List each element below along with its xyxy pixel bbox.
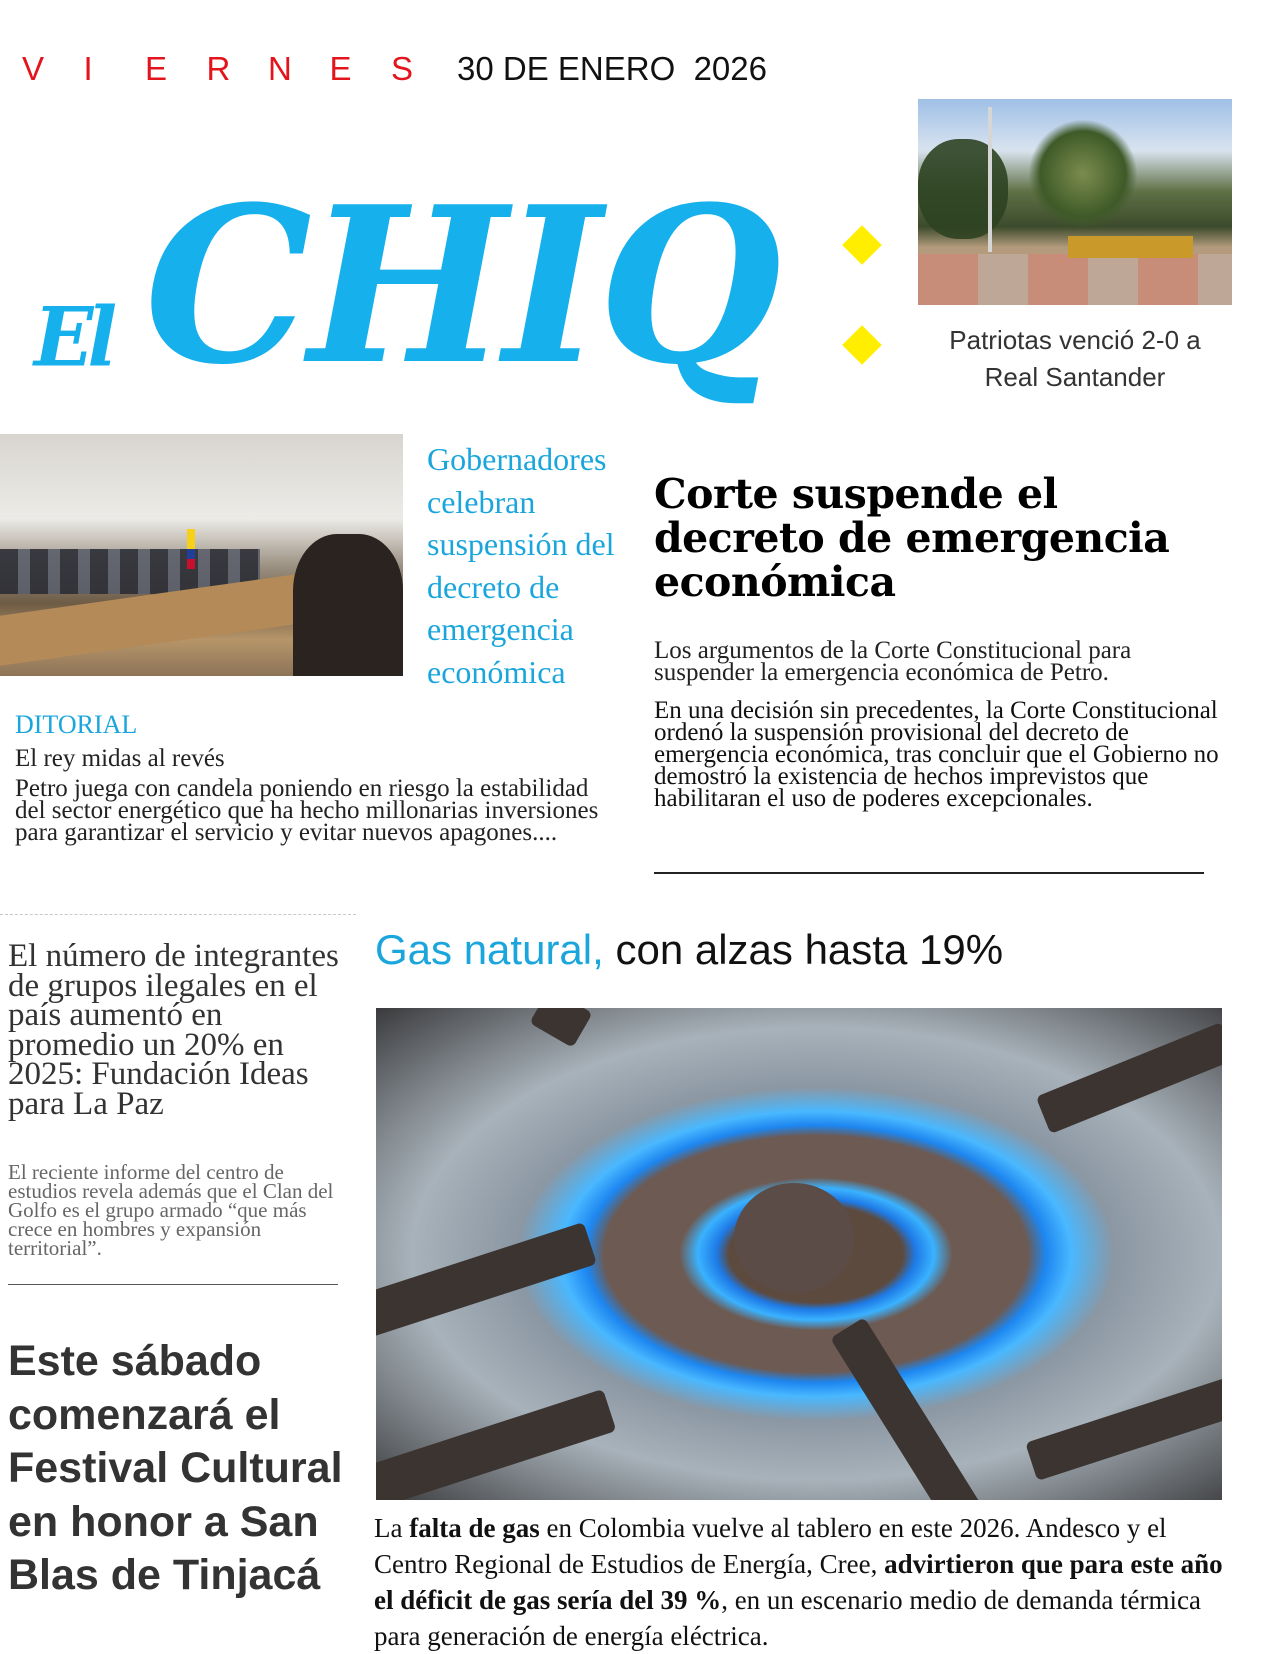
grate-bar-shape [1036,1022,1222,1134]
gas-headline-rest: con alzas hasta 19% [603,926,1004,973]
diamond-icon [842,325,882,365]
plaza-caption-link[interactable] [905,322,1245,396]
caption-line: Patriotas venció 2-0 a [949,325,1201,355]
grate-bar-shape [376,1222,597,1338]
colombia-flag-shape [187,529,195,569]
corte-headline[interactable]: Corte suspende el decreto de emergencia económica [654,470,1170,606]
caption-line: Real Santander [984,362,1166,392]
masthead-logo: CHIQ [144,159,778,412]
text-run: en Colombia vuelve al tablero en este 2026. Andesco y el Centro Regional de Estudios de Energía, Cree, [374,1513,1167,1579]
person-shape [293,534,403,676]
text-run: La [374,1513,410,1543]
editorial-title[interactable]: El rey midas al revés [15,745,225,772]
corte-body: En una decisión sin precedentes, la Corte Constitucional ordenó la suspensión provisional del decreto de emergencia económica, tras concluir que el Gobierno no demostró la existencia de hechos imprevistos que habilitaran el uso de poderes excepcionales. [654,697,1219,812]
grate-bar-shape [529,1008,592,1048]
festival-headline[interactable]: Este sábado comenzará el Festival Cultural en honor a San Blas de Tinjacá [8,1337,343,1599]
weekday-letter: E [145,50,168,87]
gas-burner-photo[interactable] [376,1008,1222,1500]
grate-bar-shape [830,1317,1002,1500]
meeting-photo[interactable] [0,434,403,676]
date-label: 30 DE ENERO 2026 [457,50,767,87]
grate-bar-shape [1025,1375,1222,1481]
gas-headline-accent: Gas natural, [375,926,604,973]
bold-run: falta de gas [409,1513,540,1543]
weekday-label [22,50,453,88]
weekday-letter: S [391,50,414,87]
bold-run: advirtieron que para este año el déficit de gas sería del 39 % [374,1549,1223,1615]
plaza-photo[interactable] [918,99,1232,305]
burner-cap-shape [734,1183,854,1293]
weekday-letter: N [268,50,292,87]
weekday-letter: V [22,50,45,87]
text-run: , en un escenario medio de demanda térmica para generación de energía eléctrica. [374,1585,1201,1651]
section-rule [8,1284,338,1285]
masthead-prefix: El [34,289,112,386]
dashed-divider [0,914,356,915]
tree-shape [918,139,1008,239]
town-sign-shape [1068,236,1193,258]
editorial-body: Petro juega con candela poniendo en riesgo la estabilidad del sector energético que ha hecho millonarias inversiones para garantizar el servicio y evitar nuevos apagones.... [15,775,599,846]
diamond-icon [842,225,882,265]
weekday-letter: E [329,50,352,87]
gobernadores-headline[interactable]: Gobernadores celebran suspensión del decreto de emergencia económica [427,441,615,690]
gas-headline[interactable] [375,920,1003,980]
weekday-letter: R [206,50,231,87]
weekday-letter: I [83,50,93,87]
editorial-label: DITORIAL [15,710,138,739]
plaza-floor-shape [918,254,1232,305]
grupos-headline[interactable]: El número de integrantes de grupos ilegales en el país aumentó en promedio un 20% en 2025: Fundación Ideas para La Paz [8,938,339,1122]
section-rule [654,872,1204,874]
gas-body [374,1510,1244,1654]
grupos-body: El reciente informe del centro de estudios revela además que el Clan del Golfo es el grupo armado “que más crece en hombres y expansión territorial”. [8,1160,334,1260]
palm-shape [1028,119,1138,229]
grate-bar-shape [376,1389,616,1500]
corte-lead: Los argumentos de la Corte Constitucional para suspender la emergencia económica de Petro. [654,637,1132,686]
lamp-pole-shape [988,107,992,252]
